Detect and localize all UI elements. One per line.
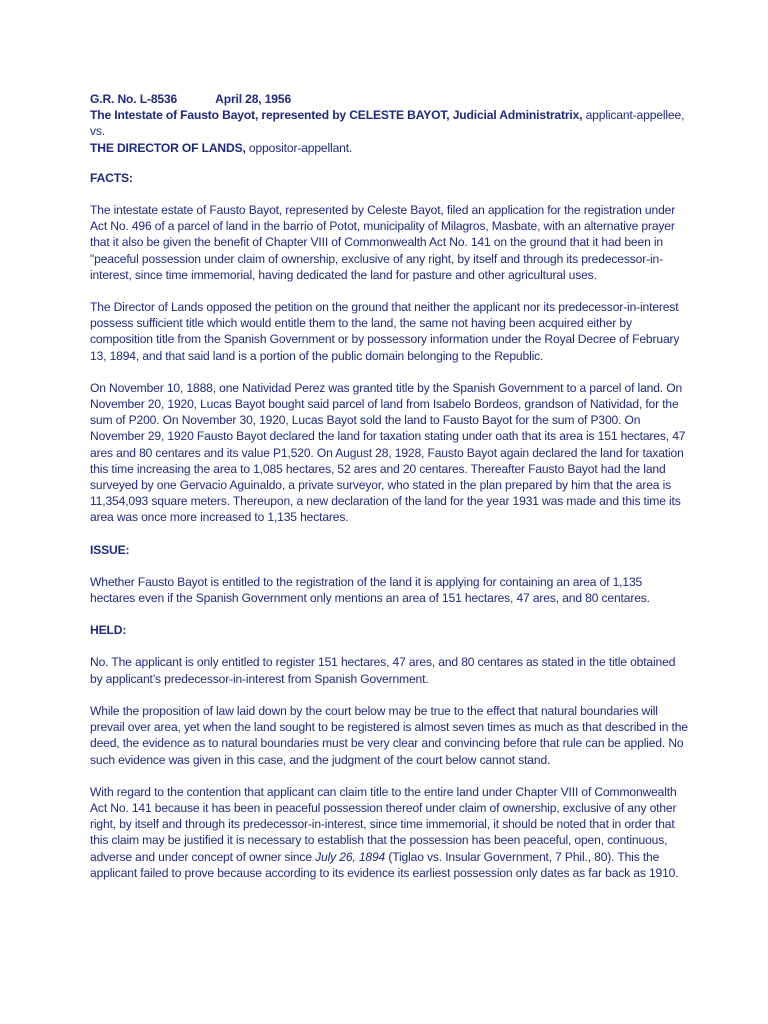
held-paragraph-1: No. The applicant is only entitled to register 151 hectares, 47 ares, and 80 centares as stated in the title obtained by applicant’s predecessor-in-interest from Spanish Government.: [90, 655, 676, 686]
petitioner-line: [90, 107, 688, 123]
versus-line: vs.: [90, 124, 106, 139]
held-paragraph-3-date: July 26, 1894: [315, 849, 386, 864]
issue-heading: ISSUE:: [90, 542, 130, 557]
held-paragraph-3-text-b: (Tiglao vs. Insular Government, 7 Phil., 80). This the applicant failed to prove because according to its evidence its earliest possession only dates as far back as 1910.: [90, 849, 679, 880]
facts-heading: FACTS:: [90, 170, 133, 185]
decision-date: April 28, 1956: [215, 92, 292, 106]
facts-paragraph-2: The Director of Lands opposed the petition on the ground that neither the applicant nor its predecessor-in-interest possess sufficient title which would entitle them to the land, the same not having been acquired either by composition title from the Spanish Government or by possessory information under the Royal Decree of February 13, 1894, and that said land is a portion of the public domain belonging to the Republic.: [90, 300, 680, 363]
respondent-role: oppositor-appellant.: [245, 140, 353, 155]
respondent-name: THE DIRECTOR OF LANDS,: [90, 140, 246, 155]
held-paragraph-3: [90, 784, 688, 881]
petitioner-name: The Intestate of Fausto Bayot, represented by CELESTE BAYOT, Judicial Administratrix,: [90, 108, 583, 123]
petitioner-role: applicant-appellee,: [582, 108, 685, 123]
issue-paragraph: Whether Fausto Bayot is entitled to the registration of the land it is applying for containing an area of 1,135 hectares even if the Spanish Government only mentions an area of 151 hectares, 47 ares, and 80 centares.: [90, 574, 650, 606]
held-heading: HELD:: [90, 623, 127, 638]
respondent-line: [90, 140, 688, 156]
held-paragraph-2: While the proposition of law laid down by the court below may be true to the effect that natural boundaries will prevail over area, yet when the land sought to be registered is almost seven times as much as that described in the deed, the evidence as to natural boundaries must be very clear and convincing before that rule can be applied. No such evidence was given in this case, and the judgment of the court below cannot stand.: [90, 703, 688, 767]
case-caption: [90, 91, 688, 156]
facts-paragraph-3: On November 10, 1888, one Natividad Perez was granted title by the Spanish Government to a parcel of land. On November 20, 1920, Lucas Bayot bought said parcel of land from Isabelo Bordeos, grandson of Natividad, for the sum of P200. On November 30, 1920, Lucas Bayot sold the land to Fausto Bayot for the sum of P300. On November 29, 1920 Fausto Bayot declared the land for taxation stating under oath that its area is 151 hectares, 47 ares and 80 centares and its value P1,520. On August 28, 1928, Fausto Bayot again declared the land for taxation this time increasing the area to 1,085 hectares, 52 ares and 20 centares. Thereafter Fausto Bayot had the land surveyed by one Gervacio Aguinaldo, a private surveyor, who stated in the plan prepared by him that the area is 11,354,093 square meters. Thereupon, a new declaration of the land for the year 1931 was made and this time its area was once more increased to 1,135 hectares.: [90, 380, 686, 525]
gr-number: G.R. No. L-8536: [90, 92, 178, 106]
facts-paragraph-1: The intestate estate of Fausto Bayot, represented by Celeste Bayot, filed an application for the registration under Act No. 496 of a parcel of land in the barrio of Potot, municipality of Milagros, Masbate, with an alternative prayer that it also be given the benefit of Chapter VIII of Commonwealth Act No. 141 on the ground that it had been in "peaceful possession under claim of ownership, exclusive of any right, by itself and through its predecessor-in-interest, since time immemorial, having dedicated the land for pasture and other agricultural uses.: [90, 203, 676, 282]
held-paragraph-3-text-a: With regard to the contention that applicant can claim title to the entire land under Chapter VIII of Commonwealth Act No. 141 because it has been in peaceful possession thereof under claim of ownership, exclusive of any other right, by itself and through its predecessor-in-interest, since time immemorial, it should be noted that in order that this claim may be justified it is necessary to establish that the possession has been peaceful, open, continuous, adverse and under concept of owner since: [90, 784, 677, 864]
case-number-line: [90, 91, 688, 107]
